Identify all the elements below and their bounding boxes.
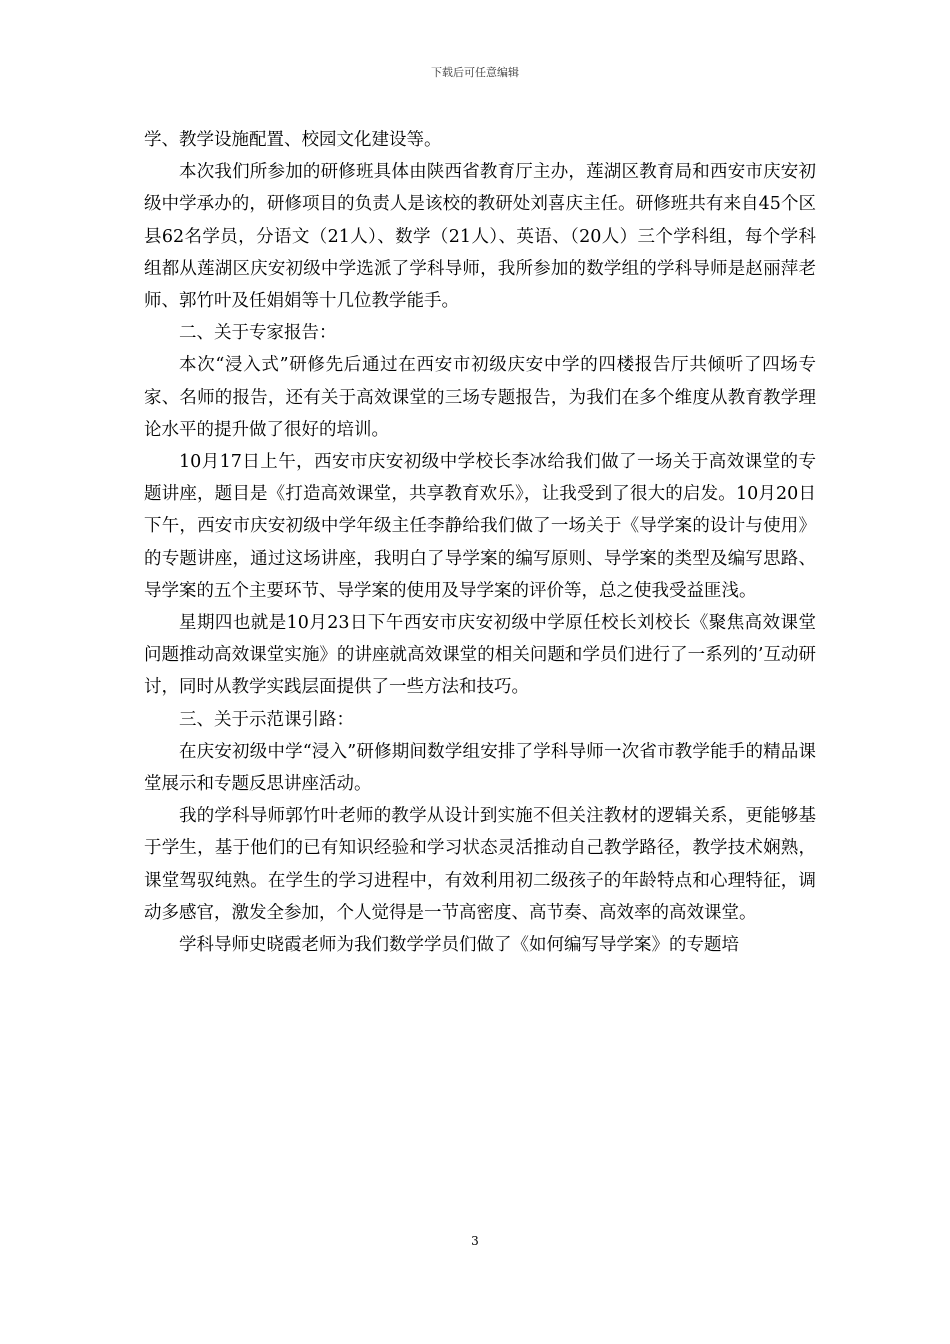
page-header-note: 下载后可任意编辑 <box>431 66 519 79</box>
paragraph-mentor-guo: 我的学科导师郭竹叶老师的教学从设计到实施不但关注教材的逻辑关系，更能够基于学生，基于他们的已有知识经验和学习状态灵活推动自己教学路径，教学技术娴熟，课堂驾驭纯熟。在学生的学习进程中，有效利用初二级孩子的年龄特点和心理特征，调动多感官，激发全参加，个人觉得是一节高密度、高节奏、高效率的高效课堂。 <box>144 806 816 923</box>
paragraph-expert-reports: 本次“浸入式”研修先后通过在西安市初级庆安中学的四楼报告厅共倾听了四场专家、名师的报告，还有关于高效课堂的三场专题报告，为我们在多个维度从教育教学理论水平的提升做了很好的培训。 <box>144 355 816 440</box>
paragraph-program-overview: 本次我们所参加的研修班具体由陕西省教育厅主办，莲湖区教育局和西安市庆安初级中学承办的，研修项目的负责人是该校的教研处刘喜庆主任。研修班共有来自45个区县62名学员，分语文（21人）、数学（21人）、英语、（20人）三个学科组，每个学科组都从莲湖区庆安初级中学选派了学科导师，我所参加的数学组的学科导师是赵丽萍老师、郭竹叶及任娟娟等十几位教学能手。 <box>144 162 816 312</box>
section-heading-expert-reports: 二、关于专家报告： <box>179 323 337 344</box>
paragraph-lectures-october: 10月17日上午，西安市庆安初级中学校长李冰给我们做了一场关于高效课堂的专题讲座，题目是《打造高效课堂，共享教育欢乐》，让我受到了很大的启发。10月20日下午，西安市庆安初级中学年级主任李静给我们做了一场关于《导学案的设计与使用》的专题讲座，通过这场讲座，我明白了导学案的编写原则、导学案的类型及编写思路、导学案的五个主要环节、导学案的使用及导学案的评价等，总之使我受益匪浅。 <box>144 452 816 601</box>
document-body <box>144 124 816 961</box>
paragraph-mentor-shi: 学科导师史晓霞老师为我们数学学员们做了《如何编写导学案》的专题培 <box>179 935 739 956</box>
paragraph-demo-lessons: 在庆安初级中学“浸入”研修期间数学组安排了学科导师一次省市教学能手的精品课堂展示和专题反思讲座活动。 <box>144 741 816 795</box>
paragraph-thursday-lecture: 星期四也就是10月23日下午西安市庆安初级中学原任校长刘校长《聚焦高效课堂问题推动高效课堂实施》的讲座就高效课堂的相关问题和学员们进行了一系列的’互动研讨，同时从教学实践层面提供了一些方法和技巧。 <box>144 613 816 698</box>
paragraph-continuation: 学、教学设施配置、校园文化建设等。 <box>144 130 442 150</box>
section-heading-demo-lessons: 三、关于示范课引路： <box>179 709 354 730</box>
page-number: 3 <box>471 1234 479 1248</box>
